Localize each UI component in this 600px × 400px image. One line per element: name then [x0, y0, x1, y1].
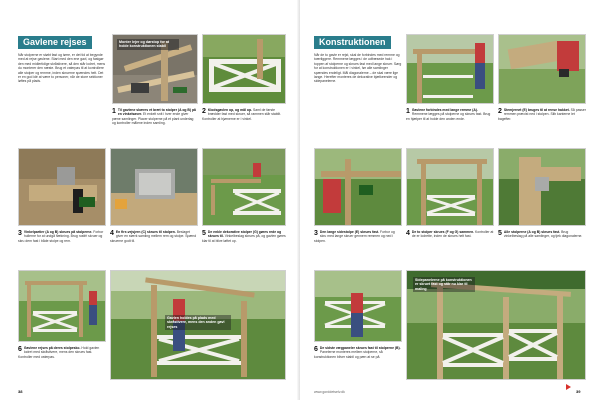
left-caption-5: 5 De enkle dekorative stolper (G) gøres rede og skrues til. Vinkelbeslag skrues på, og gavlen gøres klar til at blive løftet op. [202, 230, 286, 243]
right-caption-5: 5 Alle stolperne (A og B) skrues fast. Brug vinkelbeslag på alle samlinger, og tjek diagonalerne. [498, 230, 583, 239]
photo-posts-together [406, 148, 494, 226]
photo1-callout: Monter lejer og dørstop for at holde konstruktionen stabil [117, 39, 179, 50]
left-folio: 38 [18, 389, 23, 394]
photo-gable-raised [18, 270, 106, 342]
photo7-callout: Gavlen holdes på plads med skråstivere, mens den anden gavl rejses [165, 315, 231, 330]
right-caption-6: 6 De sidste vægpaneler skrues fast til stolperne (B). Panelerne monteres mellem stolperne, så konstruktionen bliver stabil og pæn at se på. [314, 346, 401, 359]
photo-four-way-bracket [110, 148, 198, 226]
right-intro-text: Når de to gavle er rejst, skal de forbindes med remme og tværliggere. Remmene lægges i de udfræsede hak i toppen af stolperne og skrues fast med lange skruer. Sørg for at konstruktionen er i vinkel, før alle samlinger spændes endeligt. Mål diagonalerne – de skal være lige lange. Herefter monteres de dekorative bjælkeender og sidepanelerne. [314, 53, 402, 84]
left-caption-6: 6 Gavlene rejses på deres stolpesko. Hold gavlen lodret med skråstivere, mens den skrues fast. Kontroller med vaterpas. [18, 346, 100, 359]
photo-drill-bracket [18, 148, 106, 226]
photo-attach-rafter [406, 34, 494, 104]
photo-two-gables [110, 270, 286, 380]
photo-drill-side-post [314, 148, 402, 226]
left-caption-1: 1 Til gavlene skæres et bræt to stolper (A og B) på en vinkelsaver. Et enkelt snit i hver ende giver pæne samlinger. Placer stolperne på et plant underlag og kontroller målene inden samling. [112, 108, 196, 125]
right-folio: 39 [576, 389, 581, 394]
right-photo7-callout: Sidepanelerne på konstruktionen er skruet fast og står nu klar til maling [413, 277, 475, 292]
left-intro-text: Når stolperne er støbt fast og tørre, er det tid at begynde med at rejse gavlene. Start med den ene gavl, og fastgør den med midlertidige skråstivere, så den står lodret, mens du monterer den næste. Brug et vaterpas til at kontrollere alle stolper og remme, inden skruerne spændes helt. Det er en god idé at være to personer, når de store sektioner løftes på plads. [18, 53, 106, 84]
footer-url: www.gorddetselv.dk [314, 390, 345, 394]
next-page-arrow-icon [566, 384, 571, 390]
photo-side-panels [314, 270, 402, 342]
left-caption-2: 2 Klodsgavlen op, og mål op. Saml de første brædder fast med skruer, så rammen står stabilt. Kontroller at hjørnerne er i vinkel. [202, 108, 282, 121]
right-caption-1: 1 Gavlene forbindes med lange remme (A). Remmene lægges på stolperne og skrues fast. Brug en hjælper til at holde den anden ende. [406, 108, 491, 121]
left-section-title: Gavlene rejses [18, 36, 92, 49]
right-caption-4: 4 De to stolper skrues (F og G) sammen. Kontroller at de er lodrette, inden de skrues helt fast. [406, 230, 494, 239]
left-caption-4: 4 En fire-vejsjern (C) skrues til stolpen. Beslaget giver en stærk samling mellem rem og stolpe. Spænd skruerne godt til. [110, 230, 197, 243]
right-caption-2: 2 Stemjernet (E) bruges til at rense hakket. Så passer remmen præcist ned i stolpen. Slib kanterne let bagefter. [498, 108, 586, 121]
right-caption-3: 3 Den lange sidestolpe (E) skrues fast. Forbor og skru med lange skruer gennem remmen og ned i stolpen. [314, 230, 395, 243]
photo-chisel-notch [498, 34, 586, 104]
right-page [300, 0, 600, 400]
photo-lattice-in-yard [202, 148, 286, 226]
photo-gable-lattice [202, 34, 286, 104]
right-section-title: Konstruktionen [314, 36, 391, 49]
photo-finished-structure [406, 270, 586, 380]
left-caption-3: 3 Vinkelpartier (A og B) skrues på stolperne. Forbor hullerne for at undgå flækning. Brug rustfri skruer og skru dem fast i både stolpe og rem. [18, 230, 104, 243]
photo-gable-on-ground [112, 34, 198, 104]
photo-bracket-closeup [498, 148, 586, 226]
